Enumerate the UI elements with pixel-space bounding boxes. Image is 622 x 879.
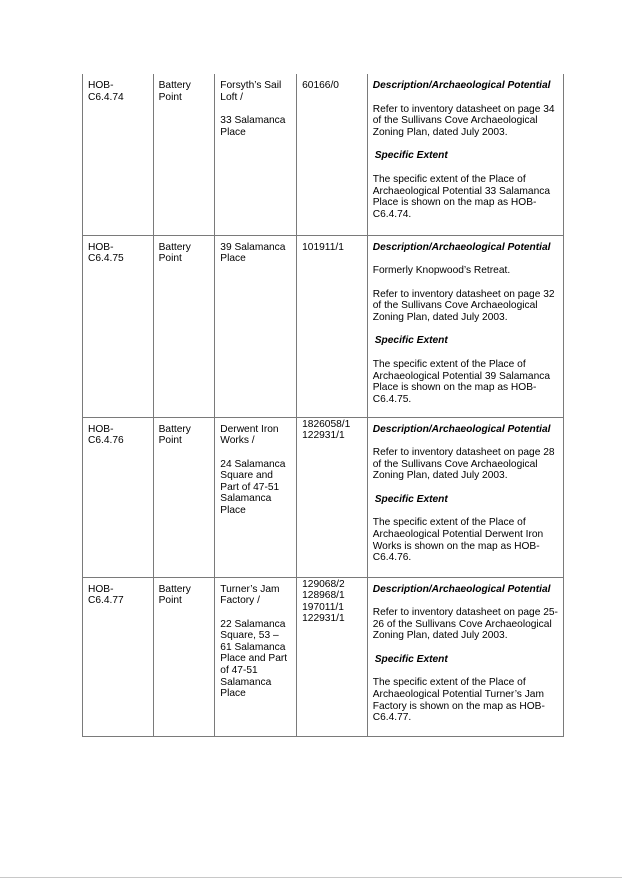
place-name-line: Forsyth’s Sail Loft / — [220, 80, 282, 103]
place-name-line: Derwent Iron Works / — [220, 423, 279, 447]
title-ref: 122931/1 — [302, 613, 345, 625]
locality-cell — [153, 417, 215, 577]
extent-heading: Specific Extent — [374, 150, 448, 162]
place-ref: HOB-C6.4.75 — [88, 241, 124, 265]
extent-text: The specific extent of the Place of Archaeological Potential 39 Salamanca Place is shown on the map as HOB-C6.4.75. — [372, 359, 551, 405]
title-cell — [297, 417, 368, 577]
description-heading: Description/Archaeological Potential — [372, 423, 551, 435]
title-cell — [297, 235, 368, 417]
table-row — [83, 235, 564, 417]
locality-cell — [153, 235, 215, 417]
extent-heading: Specific Extent — [374, 653, 448, 665]
title-cell — [297, 74, 368, 235]
title-ref: 101911/1 — [302, 241, 344, 253]
name-cell — [215, 417, 297, 577]
description-heading: Description/Archaeological Potential — [372, 241, 551, 253]
title-ref: 197011/1 — [302, 601, 344, 613]
ref-cell — [83, 417, 154, 577]
description-text: Refer to inventory datasheet on page 32 of the Sullivans Cove Archaeological Zoning Plan, dated July 2003. — [372, 288, 555, 323]
locality: Battery Point — [158, 241, 191, 265]
description-text: Refer to inventory datasheet on page 25-26 of the Sullivans Cove Archaeological Zoning Plan, dated July 2003. — [372, 607, 558, 642]
heritage-places-table — [82, 74, 564, 737]
title-cell — [297, 577, 368, 736]
place-address: 22 Salamanca Square, 53 – 61 Salamanca Place and Part of 47-51 Salamanca Place — [220, 618, 288, 700]
description-cell — [367, 577, 563, 736]
extent-text: The specific extent of the Place of Archaeological Potential Derwent Iron Works is shown on the map as HOB-C6.4.76. — [372, 517, 544, 564]
title-ref: 129068/2 — [302, 578, 345, 590]
description-cell — [367, 235, 563, 417]
description-cell — [367, 417, 563, 577]
name-cell — [215, 235, 297, 417]
ref-cell — [83, 235, 154, 417]
name-cell — [215, 74, 297, 235]
extent-heading: Specific Extent — [374, 493, 448, 505]
title-ref: 122931/1 — [302, 430, 345, 442]
locality: Battery Point — [158, 80, 191, 103]
description-text: Formerly Knopwood’s Retreat. — [372, 265, 511, 277]
place-address: 39 Salamanca Place — [220, 241, 286, 265]
place-address: 33 Salamanca Place — [220, 115, 286, 138]
locality-cell — [153, 577, 215, 736]
place-ref: HOB-C6.4.77 — [88, 583, 124, 607]
locality-cell — [153, 74, 215, 235]
place-ref: HOB-C6.4.76 — [88, 423, 124, 447]
place-name-line: Turner’s Jam Factory / — [220, 583, 280, 607]
extent-text: The specific extent of the Place of Archaeological Potential 33 Salamanca Place is shown on the map as HOB-C6.4.74. — [372, 173, 551, 220]
title-ref: 1826058/1 — [302, 418, 351, 430]
locality: Battery Point — [158, 583, 191, 607]
page-edge-divider — [0, 877, 622, 878]
extent-text: The specific extent of the Place of Archaeological Potential Turner’s Jam Factory is shown on the map as HOB-C6.4.77. — [372, 677, 545, 724]
description-text: Refer to inventory datasheet on page 34 of the Sullivans Cove Archaeological Zoning Plan, dated July 2003. — [372, 103, 555, 138]
description-cell — [367, 74, 563, 235]
description-text: Refer to inventory datasheet on page 28 of the Sullivans Cove Archaeological Zoning Plan, dated July 2003. — [372, 447, 555, 482]
description-heading: Description/Archaeological Potential — [372, 80, 551, 91]
ref-cell — [83, 577, 154, 736]
place-ref: HOB-C6.4.74 — [88, 80, 124, 103]
locality: Battery Point — [158, 423, 191, 447]
name-cell — [215, 577, 297, 736]
extent-heading: Specific Extent — [374, 335, 448, 347]
description-heading: Description/Archaeological Potential — [372, 583, 551, 595]
table-row — [83, 417, 564, 577]
ref-cell — [83, 74, 154, 235]
title-ref: 128968/1 — [302, 590, 345, 602]
title-ref: 60166/0 — [302, 80, 339, 91]
table-row — [83, 577, 564, 736]
place-address: 24 Salamanca Square and Part of 47-51 Salamanca Place — [220, 458, 286, 517]
table-row — [83, 74, 564, 235]
